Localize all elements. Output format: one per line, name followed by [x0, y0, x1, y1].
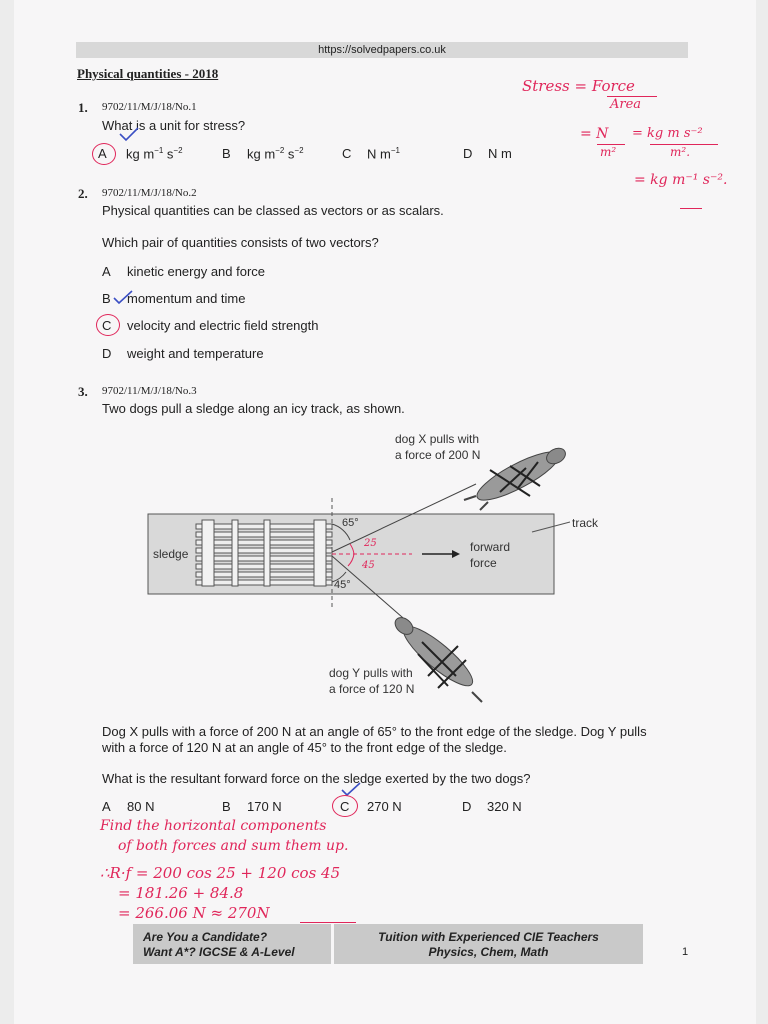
footer-left-line1: Are You a Candidate? [143, 930, 268, 944]
note-method-line1: Find the horizontal components [100, 818, 327, 834]
q2-intro: Physical quantities can be classed as vectors or as scalars. [102, 203, 444, 218]
q2-code: 9702/11/M/J/18/No.2 [102, 187, 197, 199]
dog-x-label-line2: a force of 200 N [395, 448, 481, 462]
q2-option-b-text[interactable]: momentum and time [127, 291, 246, 306]
q2-question: Which pair of quantities consists of two vectors? [102, 235, 379, 250]
note-angle-45: 45 [362, 560, 375, 571]
forward-label-line2: force [470, 556, 497, 570]
footer-right-line1: Tuition with Experienced CIE Teachers [378, 930, 599, 944]
note-method-line2: of both forces and sum them up. [118, 838, 349, 854]
q1-option-d-letter[interactable]: D [463, 146, 473, 161]
q3-question: What is the resultant forward force on the sledge exerted by the two dogs? [102, 771, 531, 786]
note-calc-line1: ∴R·f = 200 cos 25 + 120 cos 45 [100, 864, 341, 882]
q3-option-d-text[interactable]: 320 N [487, 799, 522, 814]
note-eq1-den2: m². [670, 145, 691, 159]
dog-y-label-line1: dog Y pulls with [329, 666, 413, 680]
note-eq1-left: = N [580, 126, 609, 142]
q1-option-b-text[interactable]: kg $m^{-2}$ $s^{-2}$ [247, 146, 304, 162]
header-url[interactable]: https://solvedpapers.co.uk [76, 42, 688, 58]
q1-option-c-text[interactable]: N $m^{-1}$ [367, 146, 400, 162]
track-label: track [572, 516, 599, 530]
sledge-label: sledge [153, 547, 189, 561]
q3-option-b-text[interactable]: 170 N [247, 799, 282, 814]
underline-mark [300, 922, 356, 923]
q3-option-c-letter[interactable]: C [340, 799, 350, 814]
note-calc-line2: = 181.26 + 84.8 [118, 884, 244, 902]
q3-option-c-text[interactable]: 270 N [367, 799, 402, 814]
q1-code: 9702/11/M/J/18/No.1 [102, 101, 197, 113]
q1-option-a-letter[interactable]: A [98, 146, 107, 161]
page-title: Physical quantities - 2018 [77, 66, 219, 81]
q2-option-c-text[interactable]: velocity and electric field strength [127, 318, 319, 333]
q3-option-b-letter[interactable]: B [222, 799, 231, 814]
note-calc-line3: = 266.06 N ≈ 270N [118, 904, 270, 922]
note-eq1-den: m² [600, 145, 617, 159]
q2-option-c-letter[interactable]: C [102, 318, 112, 333]
q3-number: 3. [78, 384, 88, 399]
dog-x-label-line1: dog X pulls with [395, 432, 480, 446]
q2-option-a-text[interactable]: kinetic energy and force [127, 264, 266, 279]
q1-option-b-letter[interactable]: B [222, 146, 231, 161]
footer-tuition-box[interactable] [334, 924, 643, 964]
q1-question: What is a unit for stress? [102, 118, 246, 133]
underline-mark [680, 208, 702, 209]
q2-option-a-letter[interactable]: A [102, 264, 111, 279]
q3-option-a-text[interactable]: 80 N [127, 799, 155, 814]
q1-number: 1. [78, 100, 88, 115]
angle-45-label: 45° [334, 579, 351, 591]
q3-description-line1: Dog X pulls with a force of 200 N at an angle of 65° to the front edge of the sledge. Dog Y pulls [102, 724, 647, 739]
angle-65-label: 65° [342, 517, 359, 529]
note-stress-formula: Stress = Force [522, 77, 635, 95]
page-number: 1 [682, 946, 689, 958]
q3-option-d-letter[interactable]: D [462, 799, 472, 814]
forward-label-line1: forward [470, 540, 511, 554]
footer-left-line2: Want A*? IGCSE & A-Level [143, 945, 295, 959]
q3-description-line2: with a force of 120 N at an angle of 45° to the front edge of the sledge. [102, 740, 507, 755]
footer-candidate-box[interactable] [133, 924, 331, 964]
q2-option-b-letter[interactable]: B [102, 291, 111, 306]
note-angle-25: 25 [364, 538, 377, 549]
q2-number: 2. [78, 186, 88, 201]
footer-right-line2: Physics, Chem, Math [428, 945, 549, 959]
tick-icon [118, 126, 140, 142]
note-eq2: = kg m⁻¹ s⁻². [634, 172, 728, 188]
q2-option-d-letter[interactable]: D [102, 346, 112, 361]
q3-intro: Two dogs pull a sledge along an icy track, as shown. [102, 401, 405, 416]
q1-option-d-text[interactable]: N m [488, 146, 512, 161]
q1-option-c-letter[interactable]: C [342, 146, 352, 161]
q3-option-a-letter[interactable]: A [102, 799, 111, 814]
note-eq1-right: = kg m s⁻² [632, 126, 703, 141]
q3-code: 9702/11/M/J/18/No.3 [102, 385, 197, 397]
note-area: Area [610, 97, 642, 112]
q2-option-d-text[interactable]: weight and temperature [127, 346, 264, 361]
dog-y-label-line2: a force of 120 N [329, 682, 415, 696]
q1-option-a-text[interactable]: kg $m^{-1}$ $s^{-2}$ [126, 146, 183, 162]
